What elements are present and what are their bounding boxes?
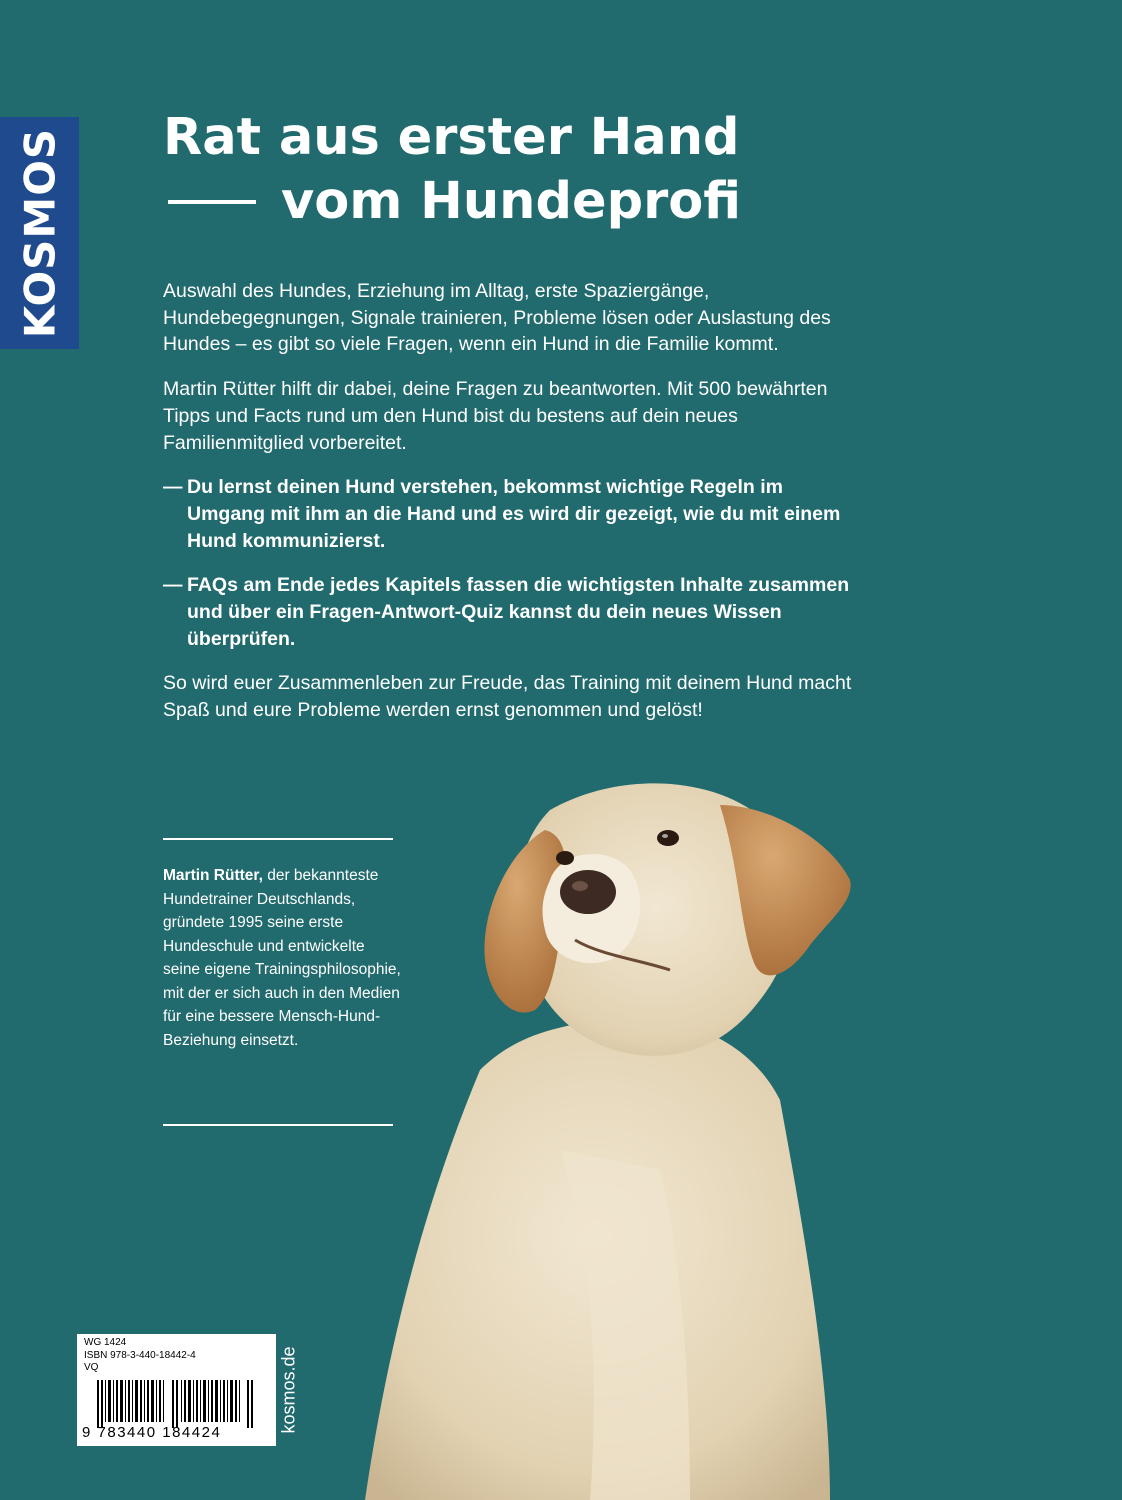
headline-line-1: Rat aus erster Hand [163,108,740,167]
vendor-code: VQ [84,1362,99,1373]
author-name: Martin Rütter, [163,867,263,884]
blurb-paragraph-2: Martin Rütter hilft dir dabei, deine Fragen zu beantworten. Mit 500 bewährten Tipps und Facts rund um den Hund bist du bestens auf dein neues Familienmitglied vorbereitet. [163,378,828,454]
bio-top-rule [163,838,393,840]
bio-bottom-rule [163,1124,393,1126]
barcode-digits: 9 783440 184424 [82,1424,222,1441]
bullet-item [163,474,863,554]
blurb [163,278,863,742]
labrador-dog-illustration [360,770,920,1500]
author-bio-text: der bekannteste Hundetrainer Deutschlands, gründete 1995 seine erste Hundeschule und entwickelte seine eigene Trainingsphilosophie, mit der er sich auch in den Medien für eine bessere Mensch-Hund-Beziehung einsetzt. [163,867,401,1049]
headline [163,106,1063,234]
blurb-paragraph-3: So wird euer Zusammenleben zur Freude, das Training mit deinem Hund macht Spaß und eure Probleme werden ernst genommen und gelöst! [163,672,852,722]
blurb-paragraph-1: Auswahl des Hundes, Erziehung im Alltag, erste Spaziergänge, Hundebegegnungen, Signale trainieren, Probleme lösen oder Auslastung des Hundes – es gibt so viele Fragen, wenn ein Hund in die Familie kommt. [163,280,831,356]
publisher-logo: KOSMOS [15,127,64,339]
headline-dash [168,200,256,204]
barcode-label [77,1334,276,1446]
headline-line-2: vom Hundeprofi [281,172,742,231]
isbn-number: ISBN 978-3-440-18442-4 [84,1349,196,1361]
publisher-logo-tab [0,117,79,349]
bullet-item [163,572,863,652]
bullet-text: FAQs am Ende jedes Kapitels fassen die wichtigsten Inhalte zusammen und über ein Fragen-Antwort-Quiz kannst du dein neues Wissen überprüfen. [187,574,850,650]
bullet-dash: — [163,574,183,597]
bullet-text: Du lernst deinen Hund verstehen, bekommst wichtige Regeln im Umgang mit ihm an die Hand und es wird dir gezeigt, wie du mit einem Hund kommunizierst. [187,476,841,552]
publisher-website: kosmos.de [278,1346,299,1434]
wg-number: WG 1424 [84,1337,127,1348]
bullet-dash: — [163,476,183,499]
headline-line-2-row [163,170,1063,234]
